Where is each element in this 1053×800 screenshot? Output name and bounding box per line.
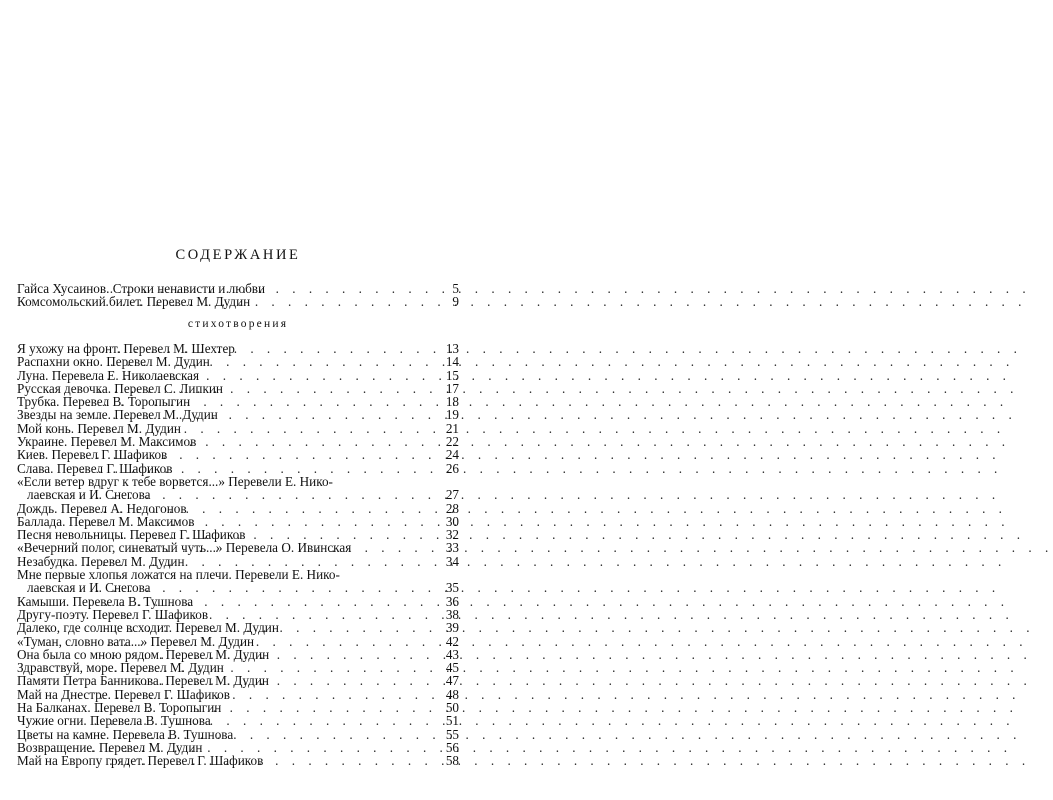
toc-leader-dots — [75, 581, 439, 594]
toc-entry-title: Мне первые хлопья ложатся на плечи. Перевели Е. Нико- — [17, 567, 340, 583]
toc-entry — [17, 728, 459, 741]
toc-leader-dots — [86, 369, 439, 382]
toc-leader-dots — [93, 382, 439, 395]
toc-entry-title: Комсомольский билет. Перевел М. Дудин — [17, 294, 251, 310]
toc-leader-dots — [85, 435, 439, 448]
toc-entry-title: Здравствуй, море. Перевел М. Дудин — [17, 660, 224, 676]
toc-entry-title: Незабудка. Перевел М. Дудин — [17, 553, 185, 569]
toc-entry — [17, 568, 459, 581]
toc-entry-page: 48 — [445, 686, 459, 702]
contents-heading: СОДЕРЖАНИЕ — [175, 247, 301, 263]
toc-entry-page: 14 — [445, 354, 459, 370]
toc-entry — [17, 674, 459, 687]
toc-entry-title: Памяти Петра Банникова. Перевел М. Дудин — [17, 673, 269, 689]
toc-entry — [17, 448, 459, 461]
toc-entry — [17, 528, 459, 541]
toc-entry-title: Гайса Хусаинов. Строки ненависти и любви — [17, 281, 266, 296]
toc-entry-page: 21 — [445, 420, 459, 436]
toc-entry-title: «Если ветер вдруг к тебе ворвется...» Перевели Е. Нико- — [17, 473, 333, 489]
toc-entry-title: Распахни окно. Перевел М. Дудин — [17, 354, 210, 370]
toc-entry — [17, 741, 459, 754]
toc-entry-page: 22 — [445, 434, 459, 450]
toc-entry-page: 26 — [445, 460, 459, 476]
toc-entry — [17, 382, 459, 395]
toc-entry-page: 27 — [445, 487, 459, 503]
toc-entry-title: Возвращение. Перевел М. Дудин — [17, 739, 203, 755]
toc-entry — [17, 541, 459, 554]
toc-entry-title: Другу-поэту. Перевел Г. Шафиков — [17, 606, 209, 622]
toc-entry-page: 5 — [452, 281, 459, 296]
toc-entry-title: Камыши. Перевела В. Тушнова — [17, 593, 194, 609]
toc-entry — [17, 355, 459, 368]
toc-entry — [17, 701, 459, 714]
toc-entry — [17, 754, 459, 767]
toc-leader-dots — [128, 541, 439, 554]
toc-entry-page: 18 — [445, 394, 459, 410]
toc-entry-page: 58 — [445, 753, 459, 769]
toc-leader-dots — [103, 635, 439, 648]
toc-leader-dots — [77, 462, 439, 475]
toc-entry-title: Дождь. Перевел А. Недогонов — [17, 500, 187, 516]
toc-leader-dots — [90, 714, 439, 727]
toc-entry — [17, 435, 459, 448]
toc-entry-page: 39 — [445, 620, 459, 636]
toc-entry-page: 30 — [445, 513, 459, 529]
toc-entry-page: 47 — [445, 673, 459, 689]
toc-entry-page: 42 — [445, 633, 459, 649]
toc-entry-title: Трубка. Перевел В. Торопыгин — [17, 394, 191, 410]
toc-entry-title: «Туман, словно вата...» Перевел М. Дудин — [17, 633, 255, 649]
toc-entry-page: 13 — [445, 341, 459, 356]
toc-entry-title: Баллада. Перевел М. Максимов — [17, 513, 195, 529]
toc-entry — [17, 515, 459, 528]
toc-entry-page: 51 — [445, 713, 459, 729]
toc-entry-page: 45 — [445, 660, 459, 676]
toc-entry-page: 32 — [445, 527, 459, 543]
toc-leader-dots — [96, 688, 440, 701]
toc-entry — [17, 661, 459, 674]
toc-entry — [17, 635, 459, 648]
toc-leader-dots — [106, 282, 439, 295]
toc-entry — [17, 688, 459, 701]
toc-leader-dots — [96, 728, 439, 741]
toc-leader-dots — [82, 502, 439, 515]
toc-entry — [17, 621, 459, 634]
toc-leader-dots — [97, 342, 439, 355]
intro-list — [17, 282, 459, 309]
toc-entry — [17, 462, 459, 475]
toc-leader-dots — [107, 648, 439, 661]
toc-entry-page: 43 — [445, 646, 459, 662]
toc-entry — [17, 648, 459, 661]
toc-entry — [17, 295, 459, 308]
toc-entry-title: Май на Днестре. Перевел Г. Шафиков — [17, 686, 230, 702]
toc-leader-dots — [81, 555, 439, 568]
toc-entry — [17, 342, 459, 355]
toc-entry-page: 55 — [445, 726, 459, 742]
toc-entry — [17, 714, 459, 727]
toc-leader-dots — [89, 608, 439, 621]
toc-entry-title: Украине. Перевел М. Максимов — [17, 434, 197, 450]
toc-entry — [17, 581, 459, 594]
toc-leader-dots — [101, 295, 439, 308]
toc-entry-page: 19 — [445, 407, 459, 423]
poems-subheading: стихотворения — [187, 318, 289, 330]
toc-entry-page: 56 — [445, 739, 459, 755]
toc-entry-page: 34 — [445, 553, 459, 569]
toc-leader-dots — [110, 621, 439, 634]
toc-entry — [17, 595, 459, 608]
toc-leader-dots — [84, 595, 439, 608]
poems-list — [17, 342, 459, 768]
toc-entry-page: 36 — [445, 593, 459, 609]
toc-entry — [17, 488, 459, 501]
toc-entry — [17, 369, 459, 382]
toc-leader-dots — [75, 488, 439, 501]
toc-leader-dots — [85, 515, 439, 528]
book-page — [17, 0, 459, 800]
toc-entry-title: Киев. Перевел Г. Шафиков — [17, 447, 168, 463]
toc-entry-title: Луна. Перевела Е. Николаевская — [17, 367, 200, 383]
toc-leader-dots — [105, 754, 439, 767]
toc-entry-page: 17 — [445, 380, 459, 396]
toc-entry-page: 28 — [445, 500, 459, 516]
toc-leader-dots — [76, 448, 439, 461]
toc-entry — [17, 555, 459, 568]
toc-entry-title: Далеко, где солнце всходит. Перевел М. Дудин — [17, 620, 279, 636]
toc-entry — [17, 395, 459, 408]
toc-entry-title: На Балканах. Перевел В. Торопыгин — [17, 700, 222, 716]
toc-entry-title: лаевская и И. Снегова — [27, 580, 151, 596]
toc-leader-dots — [93, 701, 439, 714]
toc-leader-dots — [107, 674, 439, 687]
toc-entry — [17, 475, 459, 488]
toc-leader-dots — [80, 422, 439, 435]
toc-leader-dots — [94, 661, 439, 674]
toc-entry-title: Русская девочка. Перевел С. Липкин — [17, 380, 223, 396]
toc-entry-title: Звезды на земле. Перевел М. Дудин — [17, 407, 218, 423]
toc-entry-title: «Вечерний полог, синеватый чуть...» Перевела О. Ивинская — [17, 540, 352, 556]
toc-entry-page: 50 — [445, 700, 459, 716]
toc-entry-title: Чужие огни. Перевела В. Тушнова — [17, 713, 211, 729]
toc-leader-dots — [89, 355, 439, 368]
toc-entry-title: Я ухожу на фронт. Перевел М. Шехтер — [17, 341, 235, 356]
toc-entry-title: Цветы на камне. Перевела В. Тушнова — [17, 726, 234, 742]
toc-entry-title: Май на Европу грядет. Перевел Г. Шафиков — [17, 753, 264, 769]
toc-entry — [17, 422, 459, 435]
toc-entry-page: 24 — [445, 447, 459, 463]
toc-entry-page: 35 — [445, 580, 459, 596]
toc-entry — [17, 282, 459, 295]
toc-entry — [17, 608, 459, 621]
toc-entry-title: лаевская и И. Снегова — [27, 487, 151, 503]
toc-leader-dots — [87, 741, 439, 754]
toc-entry-page: 33 — [445, 540, 459, 556]
toc-entry-page: 9 — [452, 294, 459, 310]
toc-entry — [17, 408, 459, 421]
toc-entry-title: Она была со мною рядом. Перевел М. Дудин — [17, 646, 270, 662]
toc-entry-title: Песня невольницы. Перевел Г. Шафиков — [17, 527, 246, 543]
toc-leader-dots — [100, 528, 439, 541]
toc-entry — [17, 502, 459, 515]
toc-entry-title: Мой конь. Перевел М. Дудин — [17, 420, 181, 436]
toc-leader-dots — [83, 395, 439, 408]
toc-leader-dots — [92, 408, 439, 421]
toc-entry-page: 15 — [445, 367, 459, 383]
toc-entry-title: Слава. Перевел Г. Шафиков — [17, 460, 173, 476]
toc-entry-page: 38 — [445, 606, 459, 622]
